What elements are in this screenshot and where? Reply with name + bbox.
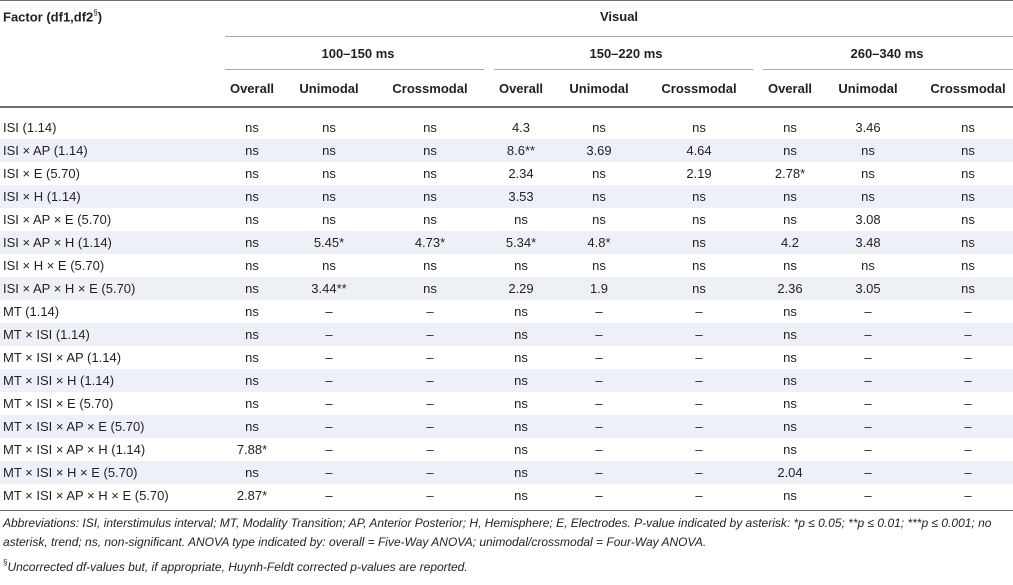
value-cell: – (864, 373, 872, 388)
value-cell: ns (961, 143, 975, 158)
value-cell: – (695, 396, 703, 411)
window-rule-1 (225, 69, 484, 70)
value-cell: – (325, 327, 333, 342)
value-cell: – (595, 373, 603, 388)
value-cell: 3.48 (855, 235, 881, 250)
value-cell: ns (514, 327, 528, 342)
value-cell: ns (592, 120, 606, 135)
value-cell: ns (245, 350, 259, 365)
subcol-header: Crossmodal (392, 81, 468, 96)
value-cell: 3.46 (855, 120, 881, 135)
value-cell: ns (692, 120, 706, 135)
value-cell: ns (245, 120, 259, 135)
factor-cell: MT × ISI (1.14) (3, 327, 90, 342)
value-cell: ns (245, 281, 259, 296)
value-cell: – (864, 327, 872, 342)
value-cell: – (426, 304, 434, 319)
table-row (0, 369, 1013, 392)
value-cell: – (426, 350, 434, 365)
value-cell: 4.8* (587, 235, 611, 250)
value-cell: ns (423, 143, 437, 158)
value-cell: ns (861, 143, 875, 158)
factor-cell: ISI × H (1.14) (3, 189, 81, 204)
subcol-header: Crossmodal (930, 81, 1006, 96)
value-cell: ns (783, 373, 797, 388)
value-cell: – (964, 327, 972, 342)
value-cell: 4.64 (686, 143, 712, 158)
value-cell: – (964, 373, 972, 388)
factor-cell: ISI × AP × H × E (5.70) (3, 281, 136, 296)
value-cell: 3.08 (855, 212, 881, 227)
value-cell: – (695, 488, 703, 503)
value-cell: – (695, 304, 703, 319)
value-cell: ns (245, 258, 259, 273)
subcol-header: Unimodal (299, 81, 359, 96)
table-row (0, 208, 1013, 231)
value-cell: – (426, 419, 434, 434)
value-cell: ns (245, 396, 259, 411)
value-cell: 7.88* (236, 442, 268, 457)
value-cell: ns (423, 189, 437, 204)
table-row (0, 461, 1013, 484)
window-header-3: 260–340 ms (850, 46, 924, 61)
value-cell: 3.69 (586, 143, 612, 158)
factor-column-header: Factor (df1,df2§) (3, 8, 103, 25)
value-cell: 2.78* (774, 166, 806, 181)
value-cell: – (595, 419, 603, 434)
value-cell: ns (514, 419, 528, 434)
value-cell: – (695, 442, 703, 457)
value-cell: ns (783, 143, 797, 158)
value-cell: – (695, 465, 703, 480)
value-cell: ns (245, 235, 259, 250)
factor-cell: ISI × AP (1.14) (3, 143, 88, 158)
value-cell: ns (245, 373, 259, 388)
subcol-header: Overall (229, 81, 275, 96)
value-cell: 2.87* (236, 488, 268, 503)
modality-rule (225, 36, 1013, 37)
value-cell: ns (692, 235, 706, 250)
factor-cell: MT × ISI × H × E (5.70) (3, 465, 138, 480)
value-cell: – (964, 396, 972, 411)
value-cell: ns (592, 258, 606, 273)
value-cell: 2.29 (508, 281, 534, 296)
table-row (0, 162, 1013, 185)
value-cell: 1.9 (589, 281, 609, 296)
value-cell: ns (692, 189, 706, 204)
value-cell: – (426, 373, 434, 388)
factor-cell: MT × ISI × H (1.14) (3, 373, 115, 388)
value-cell: – (964, 488, 972, 503)
value-cell: ns (514, 304, 528, 319)
value-cell: ns (783, 488, 797, 503)
window-rule-3 (763, 69, 1013, 70)
section-mark: § (93, 8, 98, 17)
value-cell: – (325, 396, 333, 411)
factor-cell: MT × ISI × AP × H (1.14) (3, 442, 146, 457)
factor-cell: MT × ISI × AP × H × E (5.70) (3, 488, 169, 503)
value-cell: – (426, 327, 434, 342)
value-cell: ns (514, 488, 528, 503)
value-cell: ns (861, 258, 875, 273)
value-cell: – (325, 465, 333, 480)
table-row (0, 185, 1013, 208)
value-cell: – (964, 465, 972, 480)
value-cell: – (695, 373, 703, 388)
value-cell: ns (783, 212, 797, 227)
table-bottom-rule (0, 510, 1013, 511)
value-cell: – (325, 488, 333, 503)
value-cell: – (325, 350, 333, 365)
value-cell: ns (245, 189, 259, 204)
value-cell: 4.2 (780, 235, 800, 250)
table-row (0, 116, 1013, 139)
value-cell: – (595, 396, 603, 411)
value-cell: ns (423, 212, 437, 227)
value-cell: – (864, 465, 872, 480)
value-cell: ns (783, 396, 797, 411)
subcol-header: Crossmodal (661, 81, 737, 96)
table-row (0, 139, 1013, 162)
factor-cell: ISI (1.14) (3, 120, 57, 135)
value-cell: ns (322, 189, 336, 204)
df-footnote: §Uncorrected df-values but, if appropriate, Huynh-Feldt corrected p-values are reported. (3, 558, 468, 574)
value-cell: – (325, 373, 333, 388)
value-cell: ns (514, 442, 528, 457)
factor-cell: ISI × E (5.70) (3, 166, 80, 181)
table-row (0, 300, 1013, 323)
subcol-header: Unimodal (569, 81, 629, 96)
window-header-1: 100–150 ms (321, 46, 395, 61)
value-cell: ns (783, 327, 797, 342)
value-cell: – (325, 419, 333, 434)
value-cell: ns (692, 281, 706, 296)
value-cell: – (964, 419, 972, 434)
value-cell: ns (783, 419, 797, 434)
value-cell: – (964, 304, 972, 319)
value-cell: ns (322, 258, 336, 273)
value-cell: – (595, 304, 603, 319)
window-header-2: 150–220 ms (589, 46, 663, 61)
value-cell: ns (961, 235, 975, 250)
value-cell: – (595, 488, 603, 503)
header-bottom-rule (0, 106, 1013, 108)
value-cell: – (695, 419, 703, 434)
value-cell: ns (692, 258, 706, 273)
value-cell: ns (783, 304, 797, 319)
value-cell: ns (783, 350, 797, 365)
value-cell: ns (961, 189, 975, 204)
value-cell: 5.45* (313, 235, 345, 250)
value-cell: 3.44** (311, 281, 347, 296)
value-cell: – (864, 304, 872, 319)
table-row (0, 392, 1013, 415)
value-cell: ns (514, 373, 528, 388)
value-cell: – (325, 442, 333, 457)
value-cell: ns (245, 166, 259, 181)
value-cell: ns (423, 258, 437, 273)
factor-cell: MT × ISI × E (5.70) (3, 396, 114, 411)
value-cell: 4.73* (414, 235, 446, 250)
value-cell: 2.19 (686, 166, 712, 181)
section-mark: § (3, 558, 8, 567)
factor-cell: MT × ISI × AP × E (5.70) (3, 419, 145, 434)
value-cell: ns (783, 258, 797, 273)
value-cell: ns (961, 212, 975, 227)
modality-header: Visual (599, 9, 639, 24)
table-row (0, 277, 1013, 300)
value-cell: 4.3 (511, 120, 531, 135)
value-cell: ns (322, 212, 336, 227)
value-cell: ns (514, 465, 528, 480)
value-cell: ns (961, 120, 975, 135)
value-cell: ns (423, 281, 437, 296)
factor-cell: ISI × H × E (5.70) (3, 258, 105, 273)
value-cell: ns (961, 258, 975, 273)
subcol-header: Overall (767, 81, 813, 96)
value-cell: ns (961, 166, 975, 181)
value-cell: 8.6** (506, 143, 536, 158)
value-cell: ns (514, 258, 528, 273)
factor-cell: MT × ISI × AP (1.14) (3, 350, 122, 365)
value-cell: ns (514, 396, 528, 411)
value-cell: 2.04 (777, 465, 803, 480)
table-row (0, 254, 1013, 277)
value-cell: ns (592, 189, 606, 204)
subcol-header: Overall (498, 81, 544, 96)
value-cell: – (964, 350, 972, 365)
value-cell: ns (861, 189, 875, 204)
value-cell: 2.36 (777, 281, 803, 296)
value-cell: 2.34 (508, 166, 534, 181)
value-cell: ns (783, 189, 797, 204)
value-cell: – (864, 350, 872, 365)
table-row (0, 415, 1013, 438)
value-cell: – (864, 442, 872, 457)
factor-cell: MT (1.14) (3, 304, 60, 319)
table-row (0, 231, 1013, 254)
value-cell: – (964, 442, 972, 457)
value-cell: – (864, 396, 872, 411)
value-cell: – (695, 327, 703, 342)
value-cell: ns (245, 327, 259, 342)
value-cell: ns (322, 143, 336, 158)
factor-cell: ISI × AP × E (5.70) (3, 212, 112, 227)
value-cell: – (426, 465, 434, 480)
value-cell: – (325, 304, 333, 319)
value-cell: ns (245, 304, 259, 319)
window-rule-2 (494, 69, 753, 70)
value-cell: ns (423, 120, 437, 135)
value-cell: – (426, 442, 434, 457)
value-cell: – (595, 350, 603, 365)
value-cell: – (595, 327, 603, 342)
table-row (0, 346, 1013, 369)
value-cell: ns (322, 166, 336, 181)
value-cell: ns (245, 419, 259, 434)
value-cell: ns (861, 166, 875, 181)
value-cell: 5.34* (505, 235, 537, 250)
value-cell: ns (514, 350, 528, 365)
table-row (0, 438, 1013, 461)
value-cell: – (864, 488, 872, 503)
value-cell: ns (245, 465, 259, 480)
value-cell: ns (514, 212, 528, 227)
value-cell: ns (423, 166, 437, 181)
value-cell: ns (245, 212, 259, 227)
table-row (0, 323, 1013, 346)
value-cell: – (864, 419, 872, 434)
value-cell: ns (592, 212, 606, 227)
value-cell: – (426, 396, 434, 411)
value-cell: ns (783, 120, 797, 135)
subcol-header: Unimodal (838, 81, 898, 96)
value-cell: – (426, 488, 434, 503)
value-cell: ns (592, 166, 606, 181)
value-cell: ns (322, 120, 336, 135)
value-cell: – (595, 442, 603, 457)
value-cell: ns (783, 442, 797, 457)
value-cell: ns (961, 281, 975, 296)
factor-cell: ISI × AP × H (1.14) (3, 235, 112, 250)
value-cell: 3.53 (508, 189, 534, 204)
value-cell: – (595, 465, 603, 480)
table-row (0, 484, 1013, 507)
abbreviations-footnote: Abbreviations: ISI, interstimulus interval; MT, Modality Transition; AP, Anterior Posterior; H, Hemisphere; E, Electrodes. P-value indicated by asterisk: *p ≤ 0.05; **p ≤ 0.01; ***p ≤ 0.001; no asterisk, trend; ns, non-significant. ANOVA type indicated by: overall = Five-Way ANOVA; unimodal/crossmodal = Four-Way ANOVA. (3, 516, 992, 549)
value-cell: – (695, 350, 703, 365)
value-cell: 3.05 (855, 281, 881, 296)
value-cell: ns (692, 212, 706, 227)
value-cell: ns (245, 143, 259, 158)
